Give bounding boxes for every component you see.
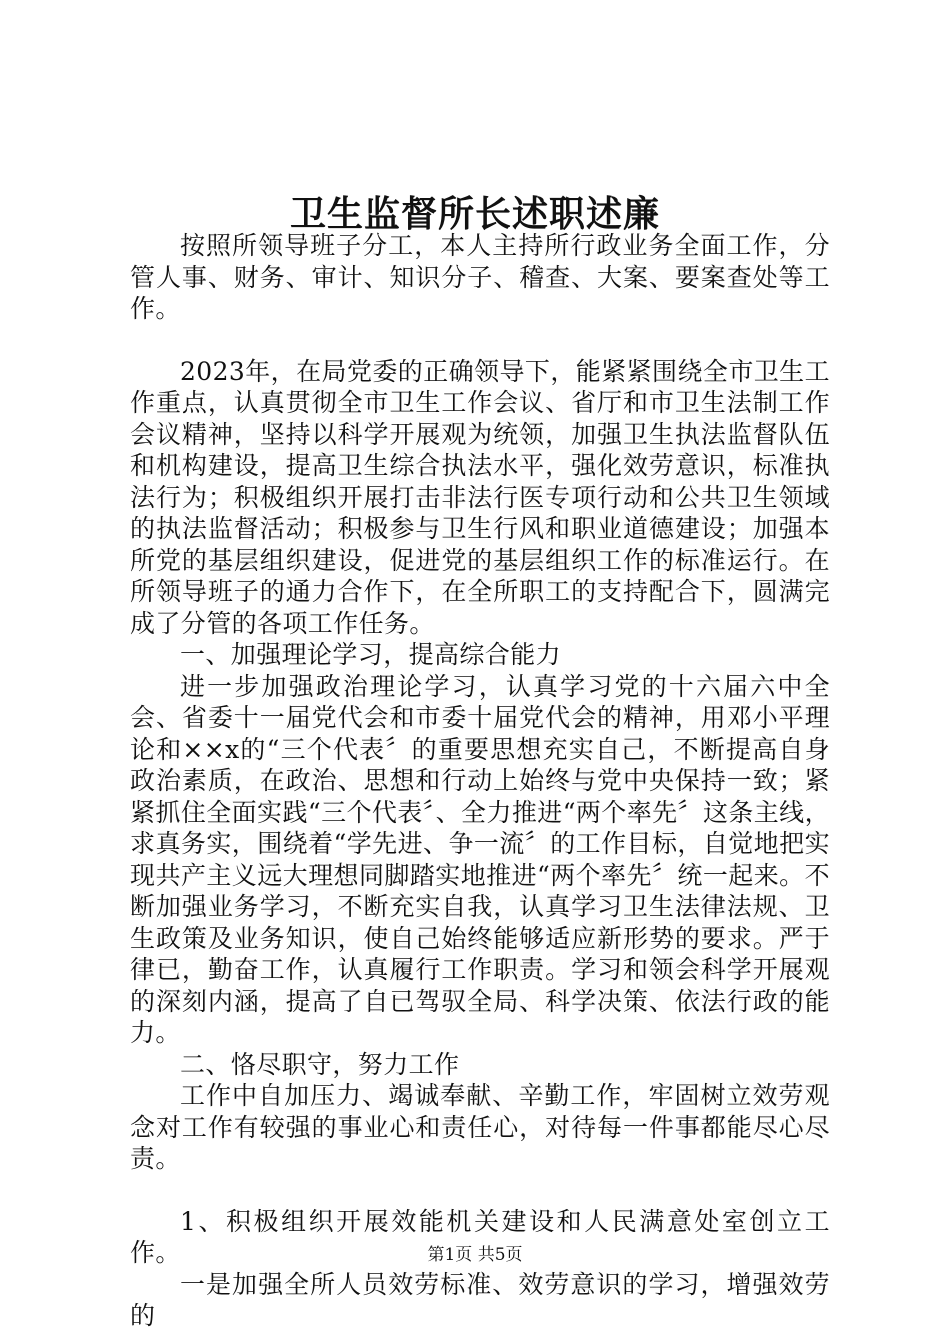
paragraph-gap [130,325,830,356]
paragraph-duties: 按照所领导班子分工，本人主持所行政业务全面工作，分管人事、财务、审计、知识分子、稽查、大案、要案查处等工作。 [130,231,830,323]
subsection-heading-1: 1、积极组织开展效能机关建设和人民满意处室创立工作。 [130,1206,830,1267]
document-body [130,230,830,1332]
section-heading-1: 一、加强理论学习，提高综合能力 [180,640,562,669]
paragraph-gap [130,1175,830,1206]
document-title: 卫生监督所长述职述廉 [289,193,660,235]
paragraph-work-attitude: 工作中自加压力、竭诚奉献、辛勤工作，牢固树立效劳观念对工作有较强的事业心和责任心，对待每一件事都能尽心尽责。 [130,1081,830,1173]
paragraph-theory-study: 进一步加强政治理论学习，认真学习党的十六届六中全会、省委十一届党代会和市委十届党代会的精神，用邓小平理论和××x的“三个代表〞的重要思想充实自己，不断提高自身政治素质，在政治、思想和行动上始终与党中央保持一致；紧紧抓住全面实践“三个代表〞、全力推进“两个率先〞这条主线，求真务实，围绕着“学先进、争一流〞的工作目标，自觉地把实现共产主义远大理想同脚踏实地推进“两个率先〞统一起来。不断加强业务学习，不断充实自我，认真学习卫生法律法规、卫生政策及业务知识，使自己始终能够适应新形势的要求。严于律已，勤奋工作，认真履行工作职责。学习和领会科学开展观的深刻内涵，提高了自已驾驭全局、科学决策、依法行政的能力。 [130,671,830,1047]
section-heading-2: 二、恪尽职守，努力工作 [180,1049,460,1079]
paragraph-annual-summary: 2023年，在局党委的正确领导下，能紧紧围绕全市卫生工作重点，认真贯彻全市卫生工作会议、省厅和市卫生法制工作会议精神，坚持以科学开展观为统领，加强卫生执法监督队伍和机构建设，提高卫生综合执法水平，强化效劳意识，标准执法行为；积极组织开展打击非法行医专项行动和公共卫生领域的执法监督活动；积极参与卫生行风和职业道德建设；加强本所党的基层组织建设，促进党的基层组织工作的标准运行。在所领导班子的通力合作下，在全所职工的支持配合下，圆满完成了分管的各项工作任务。 [130,356,830,638]
page-footer: 第1页 共5页 [427,1245,523,1265]
paragraph-service-standards: 一是加强全所人员效劳标准、效劳意识的学习，增强效劳的 [130,1269,830,1330]
